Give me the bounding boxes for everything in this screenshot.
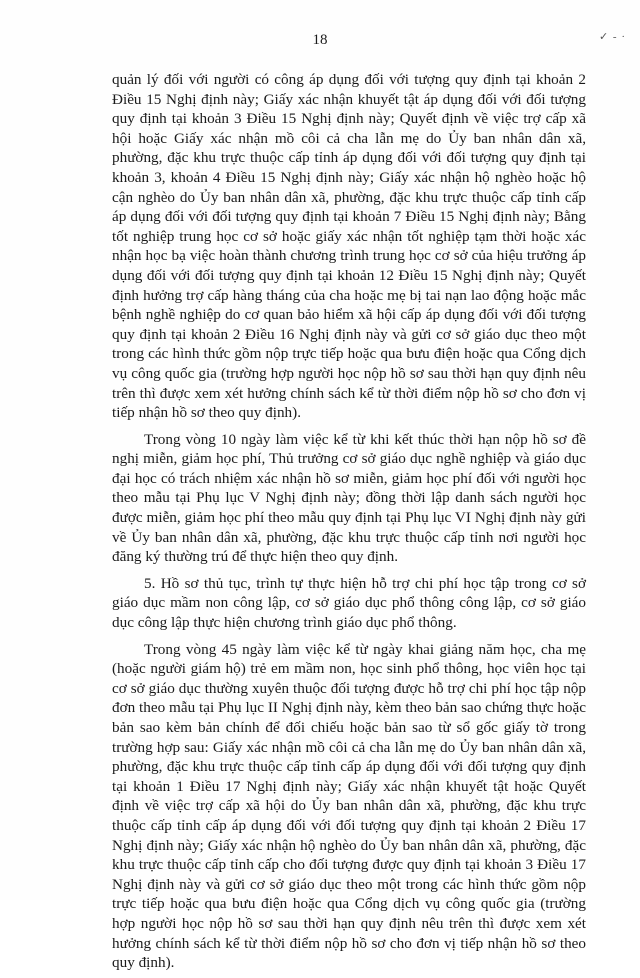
paragraph-application-deadline: Trong vòng 45 ngày làm việc kể từ ngày khai giảng năm học, cha mẹ (hoặc người giám hộ) trẻ em mầm non, học sinh phổ thông, học viên học tại cơ sở giáo dục thường xuyên thuộc đối tượng được hỗ trợ chi phí học tập nộp đơn theo mẫu tại Phụ lục II Nghị định này, kèm theo bản sao chứng thực hoặc bản sao kèm bản chính để đối chiếu hoặc bản sao từ sổ gốc giấy tờ trong trường hợp sau: Giấy xác nhận mồ côi cả cha lẫn mẹ do Ủy ban nhân dân xã, phường, đặc khu trực thuộc cấp tỉnh cấp áp dụng đối với đối tượng quy định tại khoản 1 Điều 17 Nghị định này; Giấy xác nhận khuyết tật hoặc Quyết định về việc trợ cấp xã hội do Ủy ban nhân dân xã, phường, đặc khu trực thuộc cấp tỉnh cấp áp dụng đối với đối tượng quy định tại khoản 2 Điều 17 Nghị định này; Giấy xác nhận hộ nghèo do Ủy ban nhân dân xã, phường, đặc khu trực thuộc cấp tỉnh cấp cho đối tượng được quy định tại khoản 3 Điều 17 Nghị định này và gửi cơ sở giáo dục theo một trong các hình thức gồm nộp trực tiếp hoặc qua bưu điện hoặc qua Cổng dịch vụ công quốc gia (trường hợp người học nộp hồ sơ sau thời hạn quy định nêu trên thì được xem xét hưởng chính sách kể từ thời điểm nộp hồ sơ cho đơn vị tiếp nhận hồ sơ theo quy định). — [112, 640, 586, 972]
corner-scan-mark: ✓ - · — [598, 31, 626, 43]
paragraph-review-deadline: Trong vòng 10 ngày làm việc kể từ khi kết thúc thời hạn nộp hồ sơ đề nghị miễn, giảm học phí, Thủ trưởng cơ sở giáo dục nghề nghiệp và giáo dục đại học có trách nhiệm xác nhận hồ sơ miễn, giảm học phí đối với người học theo mẫu tại Phụ lục V Nghị định này; đồng thời lập danh sách người học được miễn, giảm học phí theo mẫu quy định tại Phụ lục VI Nghị định này gửi về Ủy ban nhân dân xã, phường, đặc khu trực thuộc cấp tỉnh nơi người học đăng ký thường trú để thực hiện theo quy định. — [112, 430, 586, 566]
page-number: 18 — [312, 32, 328, 48]
paragraph-continued: quản lý đối với người có công áp dụng đối với tượng quy định tại khoản 2 Điều 15 Nghị định này; Giấy xác nhận khuyết tật áp dụng đối với đối tượng quy định tại khoản 3 Điều 15 Nghị định này; Quyết định về việc trợ cấp xã hội hoặc Giấy xác nhận mồ côi cả cha lẫn mẹ do Ủy ban nhân dân xã, phường, đặc khu trực thuộc cấp tỉnh áp dụng đối với đối tượng quy định tại khoản 3, khoản 4 Điều 15 Nghị định này; Giấy xác nhận hộ nghèo hoặc hộ cận nghèo do Ủy ban nhân dân xã, phường, đặc khu trực thuộc cấp tỉnh cấp áp dụng đối với đối tượng quy định tại khoản 7 Điều 15 Nghị định này; Bằng tốt nghiệp trung học cơ sở hoặc giấy xác nhận tốt nghiệp tạm thời hoặc xác nhận học bạ việc hoàn thành chương trình trung học cơ sở của hiệu trưởng áp dụng đối với đối tượng quy định tại khoản 12 Điều 15 Nghị định này; Quyết định hưởng trợ cấp hàng tháng của cha hoặc mẹ bị tai nạn lao động hoặc mắc bệnh nghề nghiệp do cơ quan bảo hiểm xã hội cấp áp dụng đối với đối tượng quy định tại khoản 2 Điều 16 Nghị định này và gửi cơ sở giáo dục theo một trong các hình thức gồm nộp trực tiếp hoặc qua bưu điện hoặc qua Cổng dịch vụ công quốc gia (trường hợp người học nộp hồ sơ sau thời hạn quy định nêu trên thì được xem xét hưởng chính sách kể từ thời điểm nộp hồ sơ cho đơn vị tiếp nhận hồ sơ theo quy định). — [112, 71, 586, 422]
section-heading-5: 5. Hồ sơ thủ tục, trình tự thực hiện hỗ trợ chi phí học tập trong cơ sở giáo dục mầm non công lập, cơ sở giáo dục phổ thông công lập, cơ sở giáo dục công lập thực hiện chương trình giáo dục phổ thông. — [112, 574, 586, 632]
document-body — [112, 70, 586, 978]
